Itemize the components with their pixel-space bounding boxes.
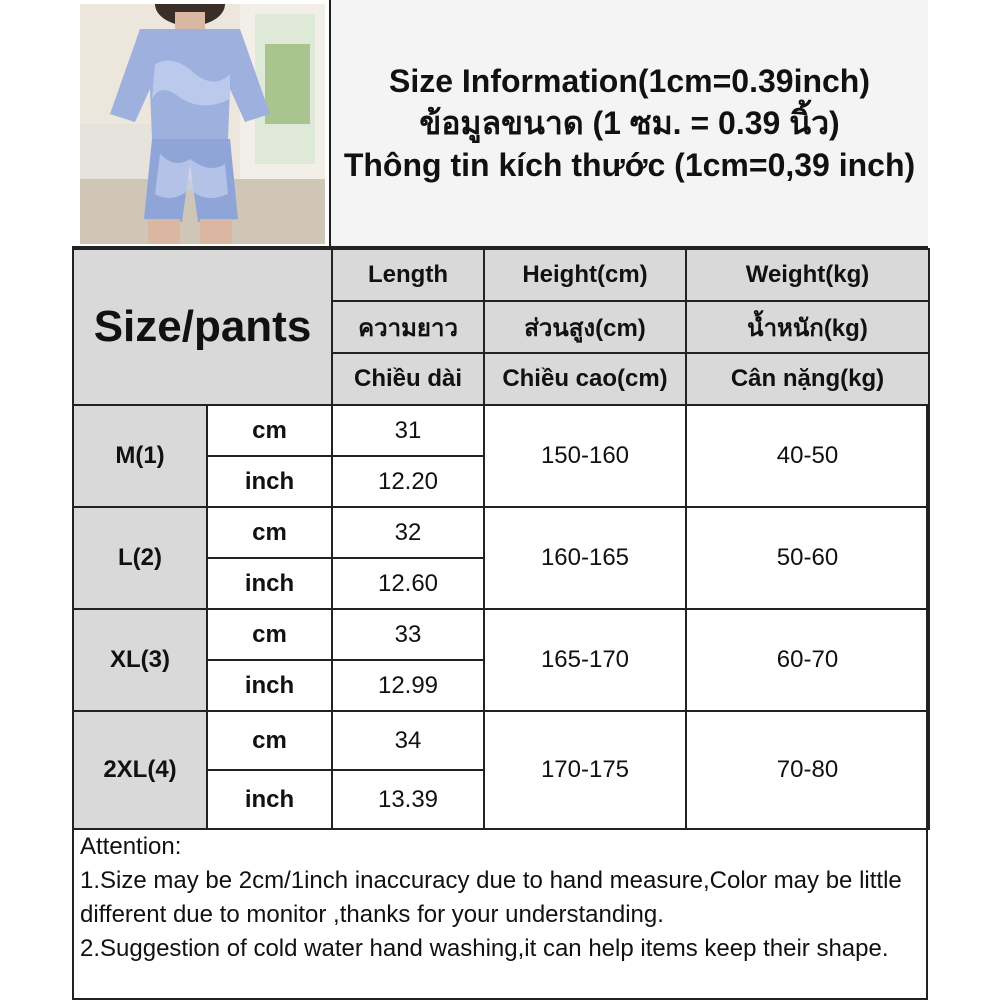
unit-inch: inch bbox=[207, 660, 332, 711]
height-range: 170-175 bbox=[484, 711, 686, 829]
height-range: 160-165 bbox=[484, 507, 686, 609]
info-line-vietnamese: Thông tin kích thước (1cm=0,39 inch) bbox=[343, 147, 916, 183]
header-weight-vi: Cân nặng(kg) bbox=[686, 353, 929, 405]
length-cm: 31 bbox=[332, 405, 484, 456]
length-inch: 13.39 bbox=[332, 770, 484, 829]
length-inch: 12.60 bbox=[332, 558, 484, 609]
weight-range: 40-50 bbox=[686, 405, 929, 507]
header-height-en: Height(cm) bbox=[484, 249, 686, 301]
length-cm: 34 bbox=[332, 711, 484, 770]
header-weight-th: น้ำหนัก(kg) bbox=[686, 301, 929, 353]
header-weight-en: Weight(kg) bbox=[686, 249, 929, 301]
unit-cm: cm bbox=[207, 609, 332, 660]
weight-range: 50-60 bbox=[686, 507, 929, 609]
info-line-english: Size Information(1cm=0.39inch) bbox=[388, 63, 870, 99]
notes-item-2: 2.Suggestion of cold water hand washing,it can help items keep their shape. bbox=[80, 935, 889, 962]
unit-inch: inch bbox=[207, 770, 332, 829]
info-line-thai: ข้อมูลขนาด (1 ซม. = 0.39 นิ้ว) bbox=[419, 105, 840, 141]
unit-cm: cm bbox=[207, 405, 332, 456]
notes-item-1: 1.Size may be 2cm/1inch inaccuracy due to hand measure,Color may be little different due to monitor ,thanks for your understanding. bbox=[80, 867, 902, 928]
corner-label: Size/pants bbox=[73, 249, 332, 405]
unit-inch: inch bbox=[207, 456, 332, 507]
header-length-vi: Chiều dài bbox=[332, 353, 484, 405]
product-photo-cell bbox=[72, 0, 331, 248]
size-label: L(2) bbox=[73, 507, 207, 609]
unit-inch: inch bbox=[207, 558, 332, 609]
length-inch: 12.99 bbox=[332, 660, 484, 711]
size-information-heading bbox=[331, 0, 928, 248]
header-height-th: ส่วนสูง(cm) bbox=[484, 301, 686, 353]
notes-title: Attention: bbox=[80, 833, 182, 860]
size-label: XL(3) bbox=[73, 609, 207, 711]
size-table bbox=[72, 248, 928, 830]
weight-range: 60-70 bbox=[686, 609, 929, 711]
length-inch: 12.20 bbox=[332, 456, 484, 507]
height-range: 165-170 bbox=[484, 609, 686, 711]
header-length-en: Length bbox=[332, 249, 484, 301]
product-photo bbox=[80, 4, 325, 244]
attention-notes bbox=[74, 826, 926, 998]
unit-cm: cm bbox=[207, 507, 332, 558]
unit-cm: cm bbox=[207, 711, 332, 770]
size-label: M(1) bbox=[73, 405, 207, 507]
length-cm: 33 bbox=[332, 609, 484, 660]
height-range: 150-160 bbox=[484, 405, 686, 507]
size-label: 2XL(4) bbox=[73, 711, 207, 829]
weight-range: 70-80 bbox=[686, 711, 929, 829]
header-height-vi: Chiều cao(cm) bbox=[484, 353, 686, 405]
length-cm: 32 bbox=[332, 507, 484, 558]
header-length-th: ความยาว bbox=[332, 301, 484, 353]
